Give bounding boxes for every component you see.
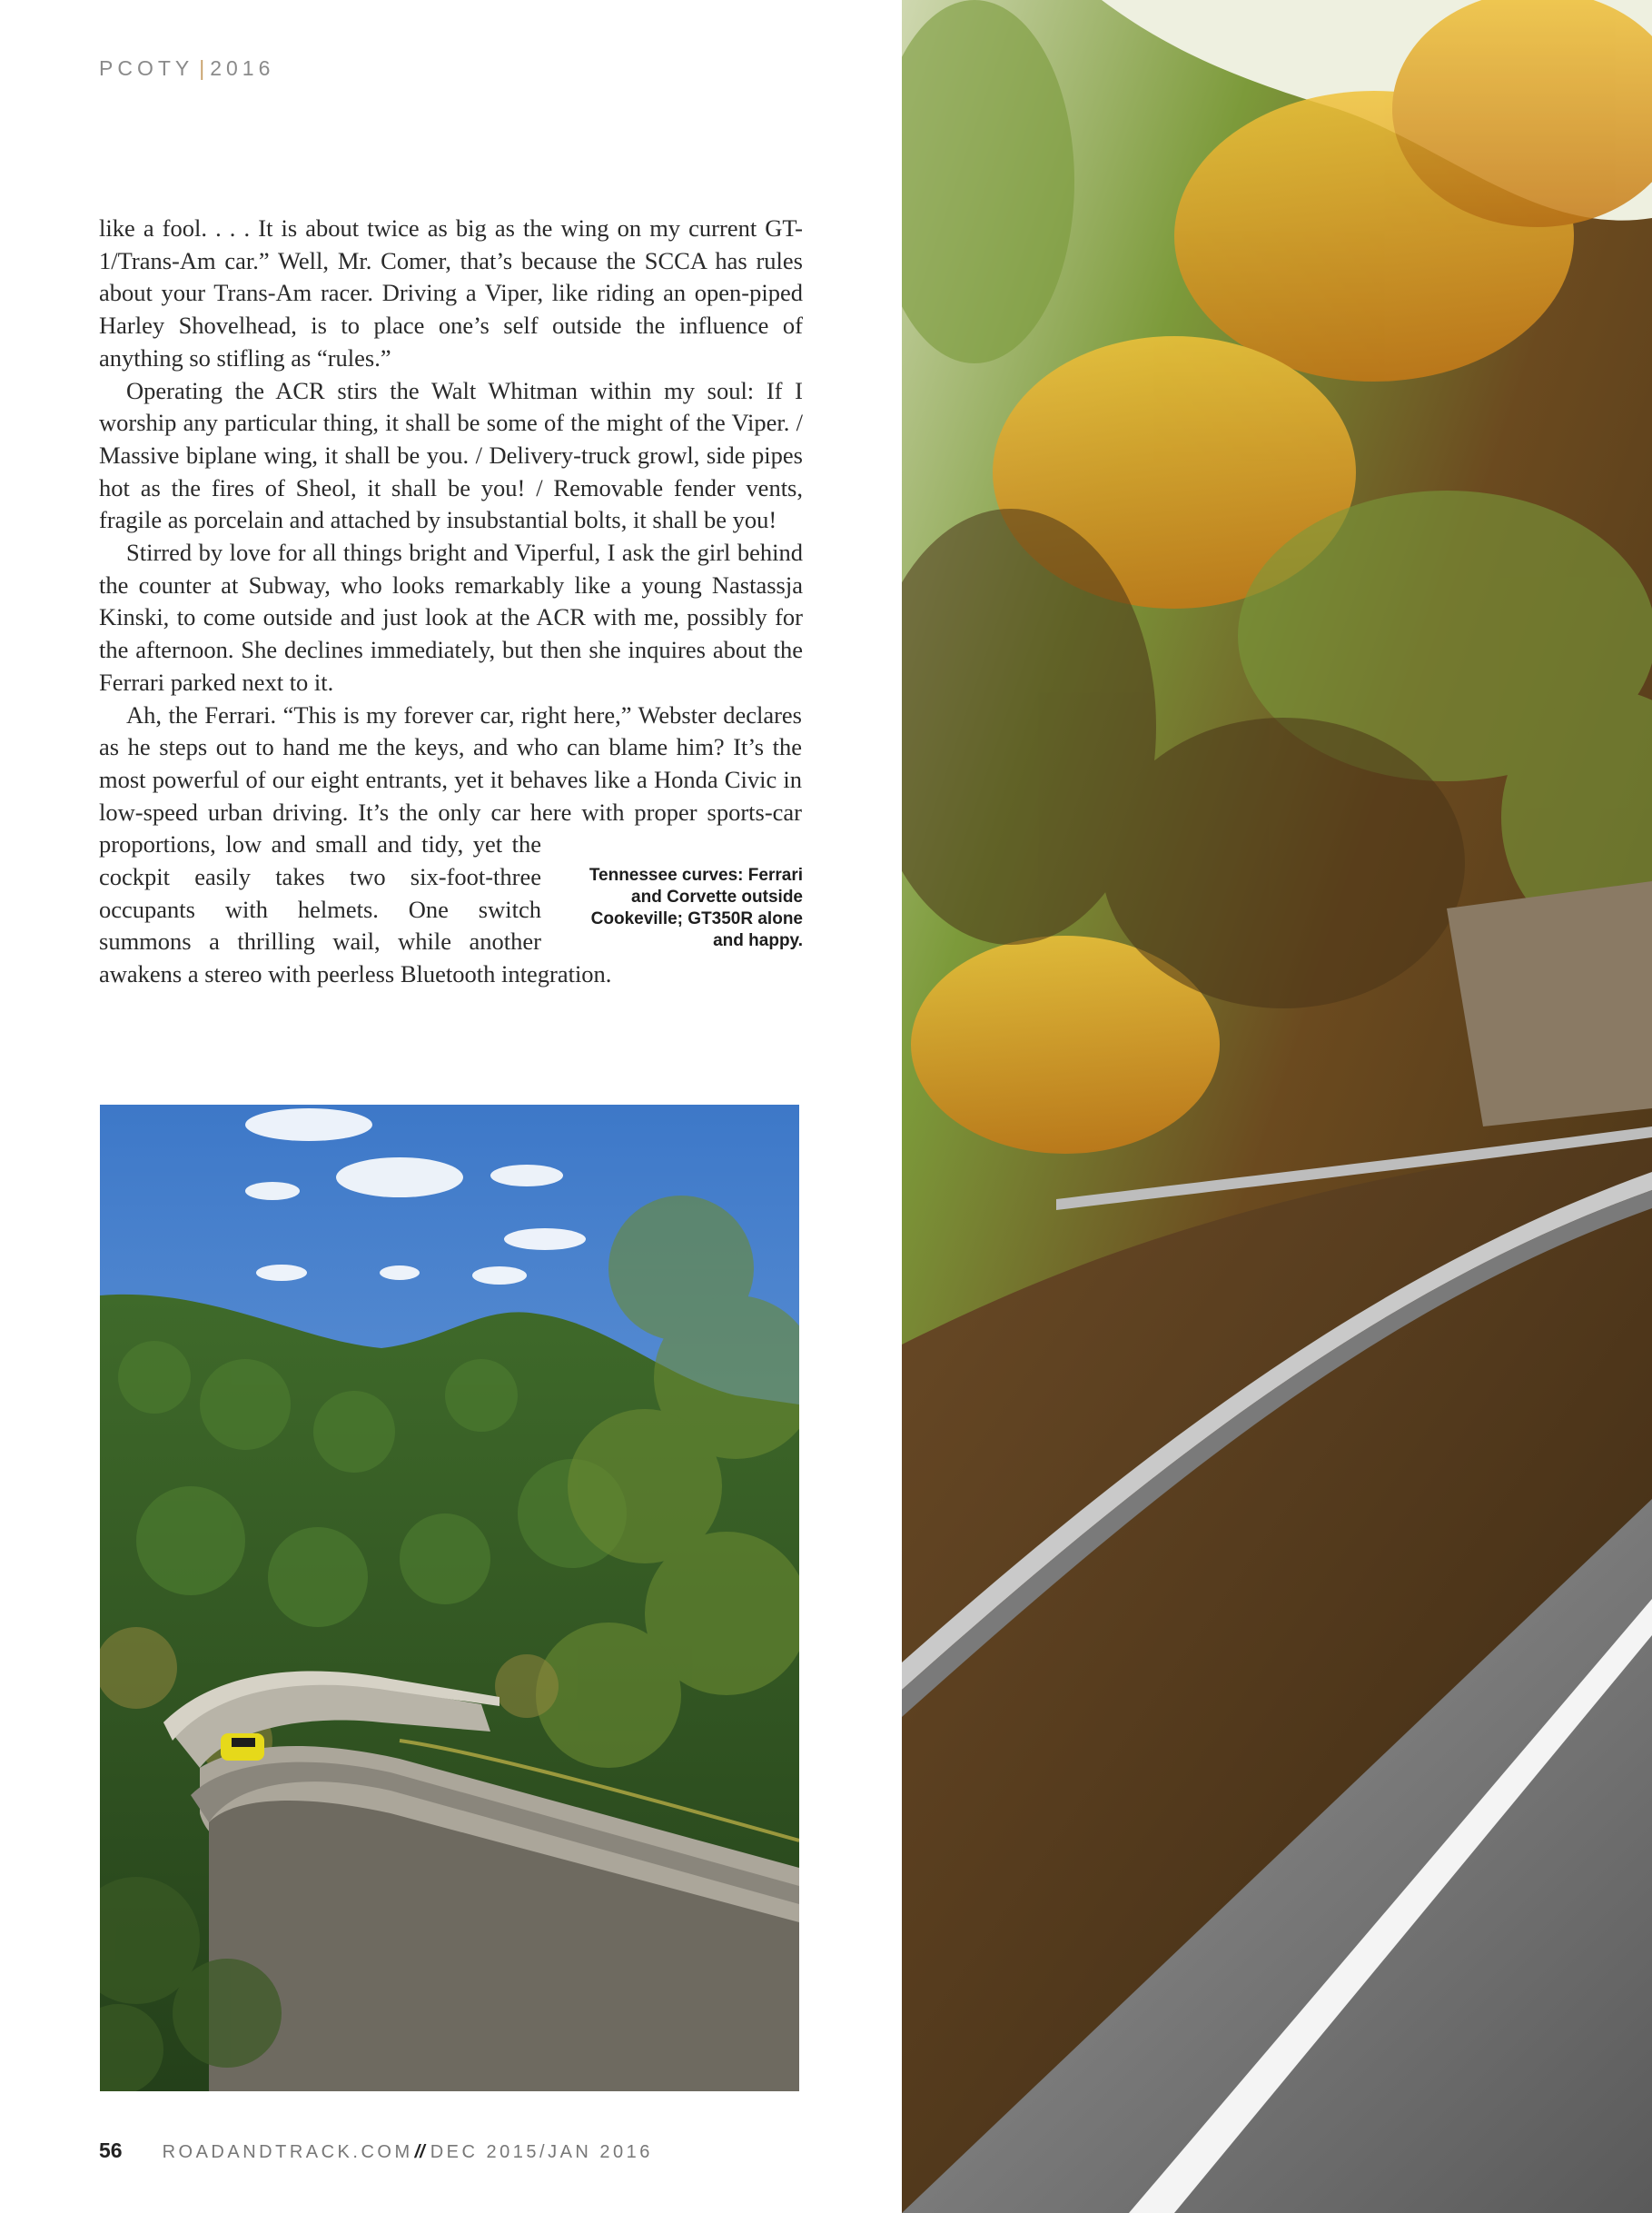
motion-blur-road-photo: [902, 0, 1652, 2213]
section-header: [99, 56, 274, 81]
article-paragraph-4-text: Ah, the Ferrari. “This is my forever car, right here,” Webster declares as he steps out to hand me the keys, and who can blame him? It’s the most powerful of our eight entrants, yet it behaves like a Honda Civic in low-speed urban driving. It’s the only car here with proper sports-car proportions, low and small and tidy, yet the cockpit easily takes two six-foot-three occupants with helmets. One switch summons a thrilling wail, while another awakens a stereo with peerless Bluetooth integration.: [99, 700, 802, 988]
photo-caption: Tennessee curves: Ferrari and Corvette outside Cookeville; GT350R alone and happy.: [589, 866, 803, 951]
footer-slashes: //: [414, 2142, 425, 2162]
footer-site: ROADANDTRACK.COM: [162, 2142, 413, 2162]
article-paragraph-2: Operating the ACR stirs the Walt Whitman within my soul: If I worship any particular thing, it shall be some of the might of the Viper. / Massive biplane wing, it shall be you. / Delivery-truck growl, side pipes hot as the fires of Sheol, it shall be you! / Removable fender vents, fragile as porcelain and attached by insubstantial bolts, it shall be you!: [99, 376, 803, 534]
footer-issue: DEC 2015/JAN 2016: [430, 2142, 653, 2162]
section-label: PCOTY: [99, 56, 194, 80]
article-paragraph-1: like a fool. . . . It is about twice as big as the wing on my current GT-1/Trans-Am car.” Well, Mr. Comer, that’s because the SCCA has rules about your Trans-Am racer. Driving a Viper, like riding an open-piped Harley Shovelhead, is to place one’s self outside the influence of anything so stifling as “rules.”: [99, 214, 803, 372]
page-footer: [99, 2139, 653, 2163]
bridge-photo: [100, 1105, 799, 2091]
section-year: 2016: [210, 56, 275, 80]
page-number: 56: [99, 2139, 123, 2162]
article-body: [99, 213, 803, 991]
article-paragraph-4: [99, 700, 803, 991]
section-divider: |: [199, 56, 205, 80]
article-paragraph-3: Stirred by love for all things bright and Viperful, I ask the girl behind the counter at Subway, who looks remarkably like a young Nastassja Kinski, to come outside and just look at the ACR with me, possibly for the afternoon. She declines immediately, but then she inquires about the Ferrari parked next to it.: [99, 539, 803, 696]
